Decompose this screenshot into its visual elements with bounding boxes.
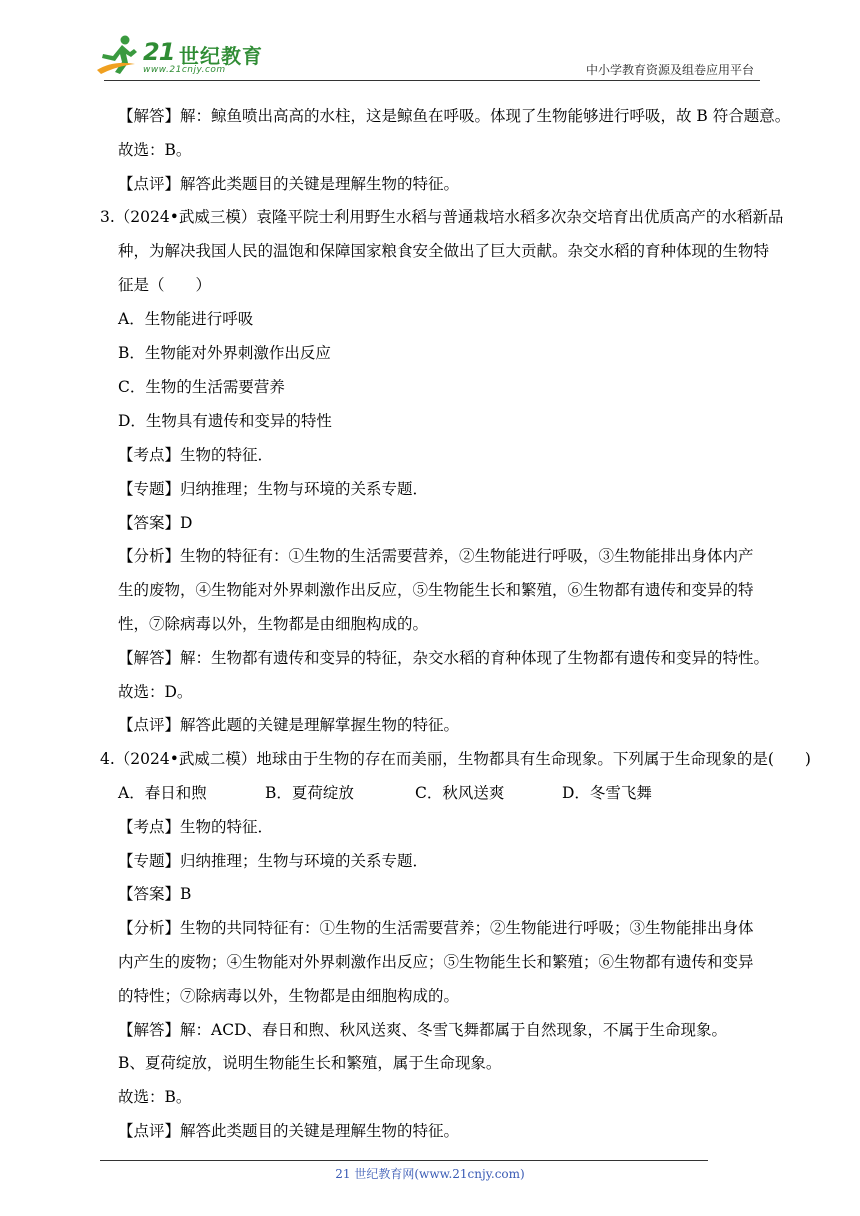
q3-stem-line1: 3.（2024•武威三模）袁隆平院士利用野生水稻与普通栽培水稻多次杂交培育出优质高产的水稻新品 [100,208,784,226]
q4-kaodian: 【考点】生物的特征． [118,818,274,836]
q3-option-a: A．生物能进行呼吸 [118,310,254,328]
q3-analysis-line2: 生的废物，④生物能对外界刺激作出反应，⑤生物能生长和繁殖，⑥生物都有遗传和变异的特 [118,581,754,599]
q3-analysis-line1: 【分析】生物的特征有：①生物的生活需要营养，②生物能进行呼吸，③生物能排出身体内产 [118,547,754,565]
q3-comment: 【点评】解答此题的关键是理解掌握生物的特征。 [118,716,460,734]
q3-option-d: D．生物具有遗传和变异的特性 [118,412,332,430]
site-logo[interactable] [95,34,270,80]
runner-icon [95,34,141,76]
q3-option-c: C．生物的生活需要营养 [118,378,285,396]
q4-option-a: A．春日和煦 [118,784,207,802]
q2-answer: 【解答】解：鲸鱼喷出高高的水柱，这是鲸鱼在呼吸。体现了生物能够进行呼吸，故 B 符合题意。 [118,107,791,125]
q4-solution-line1: 【解答】解：ACD、春日和煦、秋风送爽、冬雪飞舞都属于自然现象，不属于生命现象。 [118,1021,727,1039]
q3-stem-line2: 种，为解决我国人民的温饱和保障国家粮食安全做出了巨大贡献。杂交水稻的育种体现的生物特 [118,242,770,260]
q4-comment: 【点评】解答此类题目的关键是理解生物的特征。 [118,1122,460,1140]
q4-choose: 故选：B。 [118,1088,192,1106]
logo-number: 21 [143,38,175,66]
page-header [0,0,860,80]
q4-option-c: C．秋风送爽 [415,784,505,802]
q3-analysis-line3: 性，⑦除病毒以外，生物都是由细胞构成的。 [118,615,429,633]
q4-analysis-line3: 的特性；⑦除病毒以外，生物都是由细胞构成的。 [118,987,460,1005]
q2-comment: 【点评】解答此类题目的关键是理解生物的特征。 [118,175,460,193]
footer-divider [100,1160,708,1161]
logo-url: www.21cnjy.com [143,65,226,75]
q3-stem-line3: 征是（ ） [118,276,212,294]
q4-solution-line2: B、夏荷绽放，说明生物能生长和繁殖，属于生命现象。 [118,1054,502,1072]
q2-choose: 故选：B。 [118,141,192,159]
q3-choose: 故选：D。 [118,683,193,701]
q3-solution: 【解答】解：生物都有遗传和变异的特征，杂交水稻的育种体现了生物都有遗传和变异的特性。 [118,649,770,667]
q3-option-b: B．生物能对外界刺激作出反应 [118,344,331,362]
q4-stem: 4.（2024•武威二模）地球由于生物的存在而美丽，生物都具有生命现象。下列属于生命现象的是( ) [100,750,811,768]
footer-link[interactable]: 21 世纪教育网(www.21cnjy.com) [335,1167,525,1181]
platform-title: 中小学教育资源及组卷应用平台 [585,63,754,77]
q4-analysis-line1: 【分析】生物的共同特征有：①生物的生活需要营养；②生物能进行呼吸；③生物能排出身体 [118,919,754,937]
header-divider [104,80,760,81]
q4-answer-key: 【答案】B [118,885,192,903]
q4-analysis-line2: 内产生的废物；④生物能对外界刺激作出反应；⑤生物能生长和繁殖；⑥生物都有遗传和变异 [118,953,754,971]
q4-zhuanti: 【专题】归纳推理；生物与环境的关系专题． [118,852,429,870]
logo-name: 世纪教育 [179,44,263,68]
q4-option-b: B．夏荷绽放 [265,784,354,802]
q4-option-d: D．冬雪飞舞 [562,784,652,802]
q3-zhuanti: 【专题】归纳推理；生物与环境的关系专题． [118,480,429,498]
q3-kaodian: 【考点】生物的特征． [118,446,274,464]
q3-answer-key: 【答案】D [118,514,193,532]
